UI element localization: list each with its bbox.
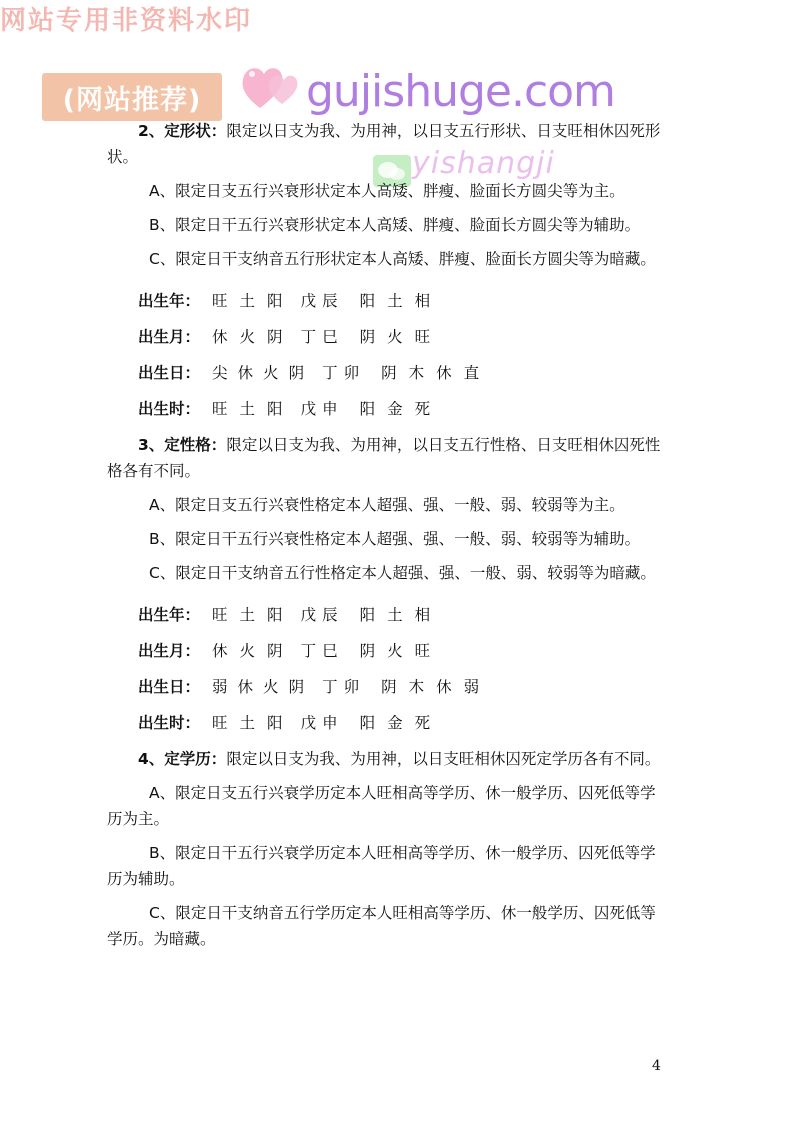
pillar-cell: 阴 (267, 328, 283, 346)
pillar-cell: 戊 (300, 714, 317, 732)
pillar-cell: 阳 (267, 292, 283, 310)
pillar-cell: 休 (212, 328, 228, 346)
section-title: 定性格： (164, 436, 227, 454)
pillar-cell: 旺 (212, 400, 228, 418)
pillar-cell: 辰 (322, 606, 338, 624)
page-number: 4 (652, 1058, 661, 1074)
pillar-row (107, 704, 667, 740)
section-heading (107, 432, 667, 484)
item-a: A、限定日支五行兴衰学历定本人旺相高等学历、休一般学历、囚死低等学历为主。 (107, 784, 656, 828)
pillar-cell: 休 (436, 364, 452, 382)
site-badge: (网站推荐) (42, 73, 222, 121)
section-text: 限定以日支为我、为用神，以日支五行形状、日支旺相休囚死形状。 (107, 122, 661, 166)
pillar-cell: 休 (436, 678, 452, 696)
section-shape (107, 118, 667, 426)
pillar-cell: 火 (239, 642, 256, 660)
pillar-cell: 旺 (212, 714, 228, 732)
pillar-cell: 土 (239, 606, 256, 624)
pillar-cell: 火 (239, 328, 256, 346)
sub-watermark: yishangji (412, 146, 555, 181)
pillar-row (107, 596, 667, 632)
pillar-cell: 火 (387, 642, 403, 660)
item-c: C、限定日干支纳音五行性格定本人超强、强、一般、弱、较弱等为暗藏。 (149, 564, 656, 582)
pillar-cell: 卯 (343, 678, 360, 696)
pillar-cell: 休 (237, 364, 254, 382)
pillar-label: 出生年： (138, 606, 201, 624)
pillar-cell: 丁 (300, 642, 317, 660)
pillar-cell: 死 (414, 714, 431, 732)
pillar-cell: 阳 (359, 400, 376, 418)
pillar-cell: 阴 (359, 642, 376, 660)
pillar-cell: 阳 (359, 606, 376, 624)
pillar-cell: 火 (263, 364, 279, 382)
section-text: 限定以日支为我、为用神，以日支五行性格、日支旺相休囚死性格各有不同。 (107, 436, 661, 480)
section-title: 定学历： (164, 750, 227, 768)
section-heading (107, 746, 667, 772)
pillar-cell: 旺 (212, 606, 228, 624)
pillar-label: 出生日： (138, 678, 201, 696)
pillar-cell: 旺 (414, 642, 431, 660)
pillar-cell: 阳 (267, 400, 283, 418)
pillar-cell: 木 (408, 364, 425, 382)
pillar-cell: 土 (239, 292, 256, 310)
pillar-row (107, 354, 667, 390)
pillar-cell: 阳 (267, 714, 283, 732)
pillar-cell: 直 (463, 364, 480, 382)
pillar-label: 出生月： (138, 328, 201, 346)
pillar-cell: 阴 (381, 364, 397, 382)
pillar-cell: 土 (387, 606, 403, 624)
watermark-text: 网站专用非资料水印 (0, 6, 253, 36)
section-education (107, 746, 667, 952)
pillar-cell: 丁 (322, 364, 338, 382)
pillar-cell: 阴 (288, 678, 305, 696)
pillar-cell: 辰 (322, 292, 338, 310)
pillar-row (107, 668, 667, 704)
site-watermark: gujishuge.com (306, 66, 615, 117)
document-body (107, 118, 667, 960)
pillar-cell: 申 (322, 400, 338, 418)
pillar-cell: 木 (408, 678, 425, 696)
pillar-cell: 丁 (300, 328, 317, 346)
pillar-label: 出生时： (138, 400, 201, 418)
pillar-cell: 旺 (414, 328, 431, 346)
pillar-cell: 丁 (322, 678, 338, 696)
section-number: 4、 (138, 750, 165, 768)
item-b: B、限定日干五行兴衰学历定本人旺相高等学历、休一般学历、囚死低等学历为辅助。 (107, 844, 656, 888)
pillar-table (107, 594, 667, 740)
pillar-cell: 土 (239, 714, 256, 732)
pillar-row (107, 318, 667, 354)
section-personality (107, 432, 667, 740)
item-a: A、限定日支五行兴衰性格定本人超强、强、一般、弱、较弱等为主。 (149, 496, 625, 514)
item-b: B、限定日干五行兴衰性格定本人超强、强、一般、弱、较弱等为辅助。 (149, 530, 641, 548)
pillar-cell: 阴 (359, 328, 376, 346)
pillar-cell: 戊 (300, 292, 317, 310)
pillar-cell: 旺 (212, 292, 228, 310)
pillar-cell: 巳 (322, 642, 338, 660)
pillar-cell: 土 (239, 400, 256, 418)
section-number: 3、 (138, 436, 165, 454)
pillar-cell: 金 (387, 714, 403, 732)
pillar-cell: 休 (237, 678, 254, 696)
pillar-row (107, 632, 667, 668)
pillar-cell: 阴 (381, 678, 397, 696)
item-c: C、限定日干支纳音五行形状定本人高矮、胖瘦、脸面长方圆尖等为暗藏。 (149, 250, 656, 268)
pillar-cell: 戊 (300, 606, 317, 624)
item-b: B、限定日干五行兴衰形状定本人高矮、胖瘦、脸面长方圆尖等为辅助。 (149, 216, 641, 234)
pillar-cell: 弱 (463, 678, 480, 696)
pillar-row (107, 282, 667, 318)
pillar-cell: 阴 (267, 642, 283, 660)
pillar-cell: 金 (387, 400, 403, 418)
pillar-label: 出生时： (138, 714, 201, 732)
pillar-cell: 阴 (288, 364, 305, 382)
pillar-cell: 申 (322, 714, 338, 732)
item-c: C、限定日干支纳音五行学历定本人旺相高等学历、休一般学历、囚死低等学历。为暗藏。 (107, 904, 656, 948)
pillar-cell: 死 (414, 400, 431, 418)
pillar-cell: 休 (212, 642, 228, 660)
section-title: 定形状： (164, 122, 227, 140)
pillar-cell: 阳 (359, 714, 376, 732)
pillar-cell: 相 (414, 606, 431, 624)
pillar-cell: 巳 (322, 328, 338, 346)
pillar-table (107, 280, 667, 426)
pillar-cell: 阳 (267, 606, 283, 624)
pillar-label: 出生日： (138, 364, 201, 382)
pillar-cell: 尖 (212, 364, 228, 382)
pillar-cell: 阳 (359, 292, 376, 310)
pillar-cell: 戊 (300, 400, 317, 418)
pillar-label: 出生月： (138, 642, 201, 660)
section-text: 限定以日支为我、为用神，以日支旺相休囚死定学历各有不同。 (226, 750, 661, 768)
pillar-cell: 火 (387, 328, 403, 346)
pillar-row (107, 390, 667, 426)
section-heading (107, 118, 667, 170)
pillar-cell: 土 (387, 292, 403, 310)
section-number: 2、 (138, 122, 165, 140)
item-a: A、限定日支五行兴衰形状定本人高矮、胖瘦、脸面长方圆尖等为主。 (149, 182, 625, 200)
pillar-cell: 卯 (343, 364, 360, 382)
pillar-label: 出生年： (138, 292, 201, 310)
pillar-cell: 火 (263, 678, 279, 696)
hearts-icon (238, 58, 304, 116)
pillar-cell: 相 (414, 292, 431, 310)
pillar-cell: 弱 (212, 678, 228, 696)
